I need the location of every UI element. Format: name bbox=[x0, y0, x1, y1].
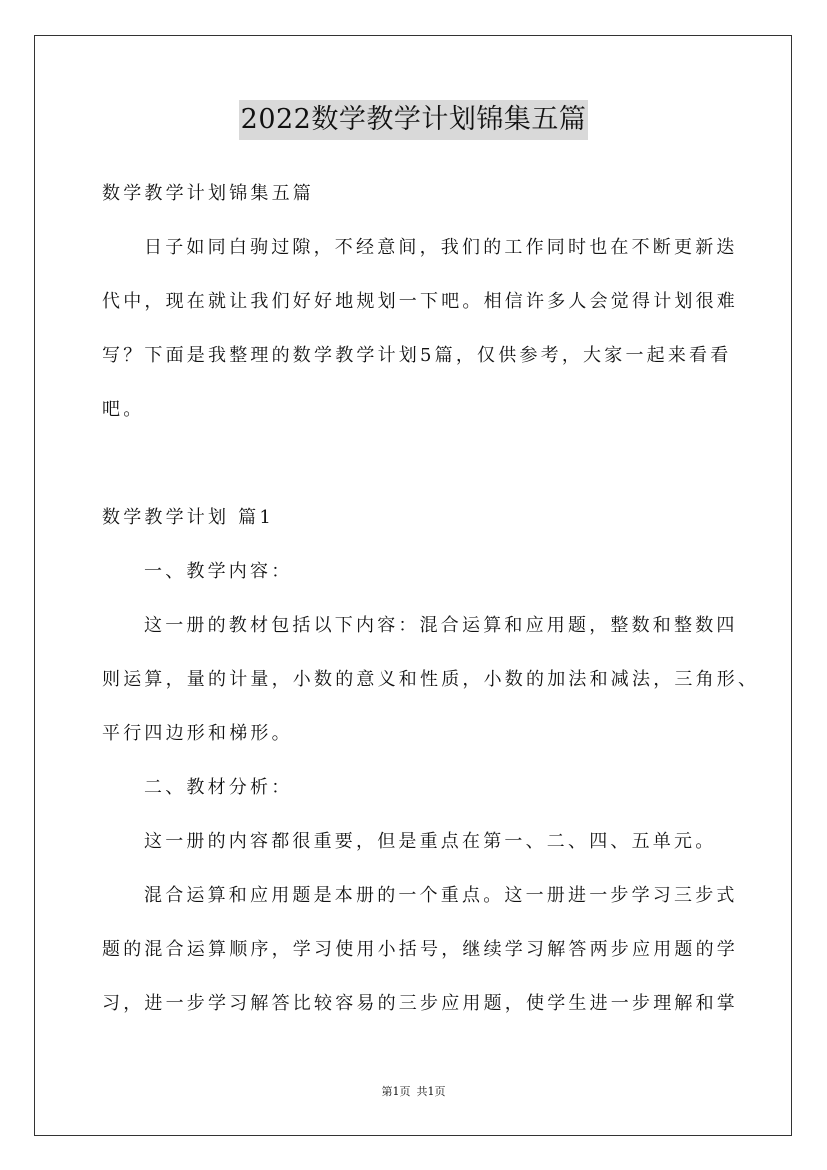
paragraph-line: 吧。 bbox=[102, 399, 145, 420]
paragraph-line: 习，进一步学习解答比较容易的三步应用题，使学生进一步理解和掌 bbox=[102, 993, 738, 1014]
paragraph-line: 日子如同白驹过隙，不经意间，我们的工作同时也在不断更新迭 bbox=[144, 237, 738, 258]
section-heading: 数学教学计划 篇1 bbox=[102, 507, 274, 528]
paragraph-line: 混合运算和应用题是本册的一个重点。这一册进一步学习三步式 bbox=[144, 885, 738, 906]
paragraph-line: 题的混合运算顺序，学习使用小括号，继续学习解答两步应用题的学 bbox=[102, 939, 738, 960]
paragraph-line: 则运算，量的计量，小数的意义和性质，小数的加法和减法，三角形、 bbox=[102, 669, 760, 690]
title-container bbox=[0, 100, 827, 140]
page-footer bbox=[0, 1083, 827, 1099]
paragraph-line: 这一册的内容都很重要，但是重点在第一、二、四、五单元。 bbox=[144, 831, 717, 852]
paragraph-line: 代中，现在就让我们好好地规划一下吧。相信许多人会觉得计划很难 bbox=[102, 291, 738, 312]
paragraph-line: 这一册的教材包括以下内容：混合运算和应用题，整数和整数四 bbox=[144, 615, 738, 636]
section-heading: 数学教学计划锦集五篇 bbox=[102, 183, 314, 204]
paragraph-line: 平行四边形和梯形。 bbox=[102, 723, 293, 744]
paragraph-line: 二、教材分析： bbox=[144, 777, 293, 798]
paragraph-line: 一、教学内容： bbox=[144, 561, 293, 582]
page-number: 第1页 bbox=[381, 1085, 411, 1098]
page-total: 共1页 bbox=[416, 1085, 446, 1098]
paragraph-line: 写？下面是我整理的数学教学计划5篇，仅供参考，大家一起来看看 bbox=[102, 345, 732, 366]
document-title: 2022数学教学计划锦集五篇 bbox=[239, 100, 589, 140]
